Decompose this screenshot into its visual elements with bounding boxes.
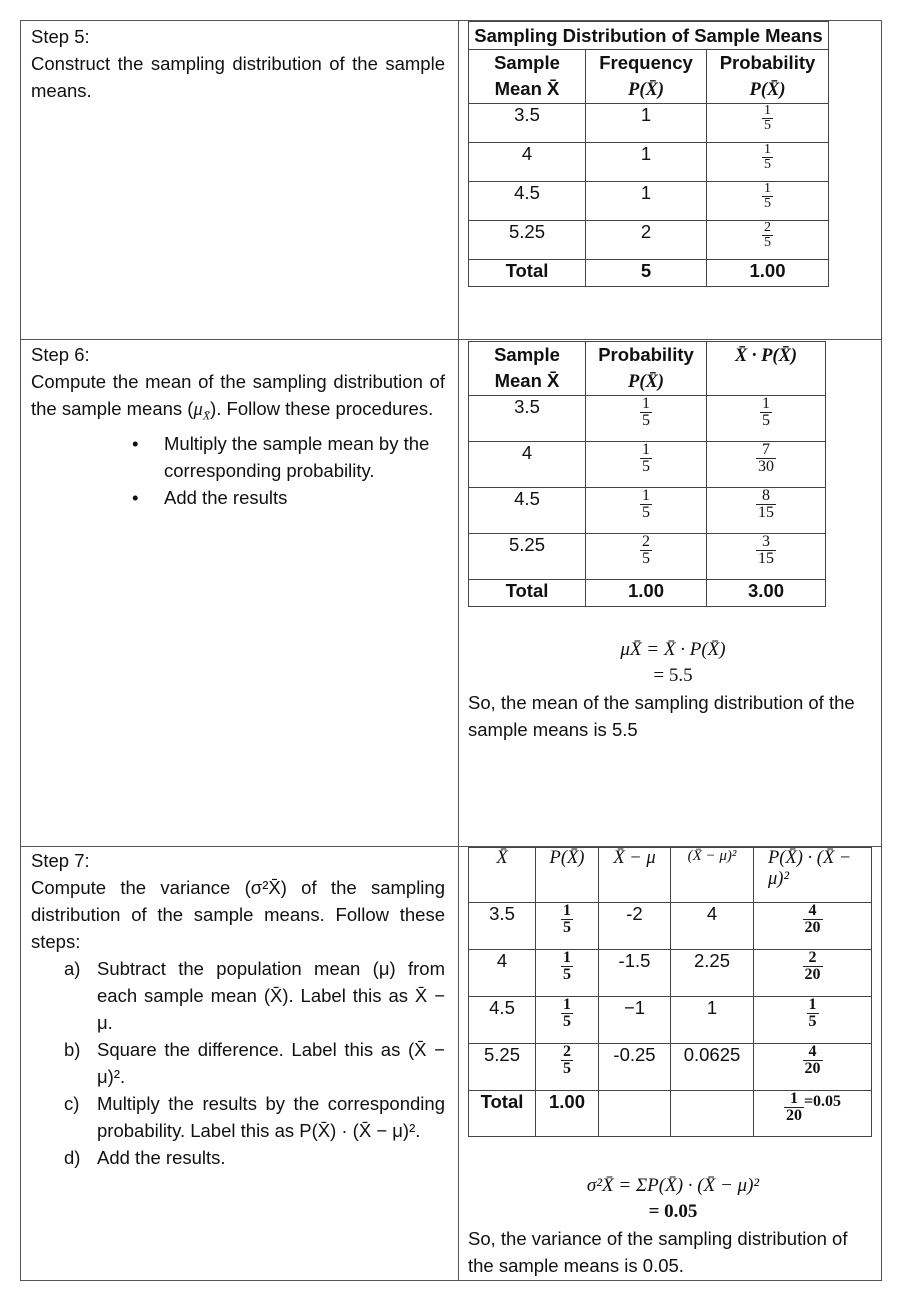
fraction: $\frac{1}{20}$ [785,1090,802,1124]
variance-conclusion: So, the variance of the sampling distribution of the sample means is 0.05. [468,1228,848,1276]
fraction: $\frac{1}{5}$ [764,103,771,133]
step6-heading: Step 6: [31,344,90,365]
step5-instructions [31,23,445,104]
fraction: $\frac{4}{20}$ [804,1043,821,1077]
table-row: 5.25 $\frac{2}{5}$ -0.25 0.0625 $\frac{4}{20}$ [469,1044,872,1091]
fraction: $\frac{2}{5}$ [563,1043,571,1077]
header-sample-mean: Sample Mean X̄ [469,342,586,396]
table-row: 5.25 $\frac{2}{5}$ $\frac{3}{15}$ [469,534,826,580]
table-row: 4 1 $\frac{1}{5}$ [469,143,829,182]
step7-table-container [468,847,878,1279]
table-row: 4.5 $\frac{1}{5}$ $\frac{8}{15}$ [469,488,826,534]
table-row: 3.5 $\frac{1}{5}$ -2 4 $\frac{4}{20}$ [469,903,872,950]
step5-heading: Step 5: [31,26,90,47]
step5-text: Construct the sampling distribution of the sample means. [31,53,445,101]
substep-c: c) Multiply the results by the corresponding probability. Label this as P(X̄) · (X̄ − μ)². [64,1093,445,1141]
mean-computation-table [468,341,826,607]
step6-text: Compute the mean of the sampling distribution of the sample means $(\mu_{X̄})$. Follow these procedures. [31,371,445,423]
fraction: $\frac{1}{5}$ [764,181,771,211]
table-row: 5.25 2 $\frac{2}{5}$ [469,221,829,260]
fraction: $\frac{1}{5}$ [563,902,571,936]
mean-conclusion: So, the mean of the sampling distribution of the sample means is 5.5 [468,692,855,740]
step7-text: Compute the variance (σ²X̄) of the sampling distribution of the sample means. Follow these steps: [31,877,445,952]
header-p-x: P(X̄) [536,848,599,903]
header-sample-mean: Sample Mean X̄ [469,50,586,104]
table-title: Sampling Distribution of Sample Means [469,22,829,50]
table-row: 3.5 1 $\frac{1}{5}$ [469,104,829,143]
fraction: $\frac{8}{15}$ [758,487,774,521]
header-frequency: Frequency P(X̄) [586,50,707,104]
step7-substeps [31,955,445,1171]
step5-table-container [468,21,878,287]
table-total-row: Total 1.00 $\frac{1}{20}$ =0.05 [469,1091,872,1137]
fraction: $\frac{7}{30}$ [758,441,774,475]
bullet-item: • Multiply the sample mean by the corresponding probability. [31,430,445,484]
fraction: $\frac{2}{20}$ [804,949,821,983]
fraction: $\frac{4}{20}$ [804,902,821,936]
table-row: 4.5 $\frac{1}{5}$ −1 1 $\frac{1}{5}$ [469,997,872,1044]
step7-heading: Step 7: [31,850,90,871]
table-row: 3.5 $\frac{1}{5}$ $\frac{1}{5}$ [469,396,826,442]
variance-formula: σ²X̄ = ΣP(X̄) · (X̄ − μ)² = 0.05 [586,1175,760,1222]
header-probability: Probability P(X̄) [586,342,707,396]
header-probability: Probability P(X̄) [707,50,829,104]
bullet-item: • Add the results [31,484,445,511]
fraction: $\frac{1}{5}$ [642,441,650,475]
fraction: $\frac{1}{5}$ [563,996,571,1030]
header-diff: X̄ − μ [599,848,671,903]
fraction: $\frac{1}{5}$ [762,395,770,429]
fraction: $\frac{1}{5}$ [808,996,817,1030]
step6-instructions [31,341,445,511]
fraction: $\frac{1}{5}$ [642,487,650,521]
fraction: $\frac{1}{5}$ [764,142,771,172]
sampling-distribution-table [468,21,829,287]
table-header-row [469,848,872,903]
row-divider [21,339,881,340]
variance-computation-table [468,847,872,1137]
step6-bullet-list [31,430,445,511]
fraction: $\frac{1}{5}$ [642,395,650,429]
header-squared: (X̄ − μ)² [671,848,754,903]
fraction: $\frac{1}{5}$ [563,949,571,983]
fraction: $\frac{2}{5}$ [764,220,771,250]
table-total-row: Total 1.00 3.00 [469,580,826,607]
steps-table [20,20,882,1281]
step6-table-container [468,341,878,743]
substep-b: b) Square the difference. Label this as (X̄ − μ)². [64,1039,445,1087]
fraction: $\frac{2}{5}$ [642,533,650,567]
mean-formula: μX̄ = X̄ · P(X̄) = 5.5 [620,639,726,686]
table-row: 4 $\frac{1}{5}$ $\frac{7}{30}$ [469,442,826,488]
table-total-row: Total 5 1.00 [469,260,829,287]
table-row: 4 $\frac{1}{5}$ -1.5 2.25 $\frac{2}{20}$ [469,950,872,997]
header-x-times-p: X̄ · P(X̄) [707,342,826,396]
column-divider [458,21,459,1280]
header-x-bar: X̄ [469,848,536,903]
table-row: 4.5 1 $\frac{1}{5}$ [469,182,829,221]
header-weighted: P(X̄) · (X̄ − μ)² [754,848,872,903]
fraction: $\frac{3}{15}$ [758,533,774,567]
substep-a: a) Subtract the population mean (μ) from each sample mean (X̄). Label this as X̄ − μ. [64,958,445,1033]
substep-d: d) Add the results. [64,1147,226,1168]
step7-instructions [31,847,445,1171]
